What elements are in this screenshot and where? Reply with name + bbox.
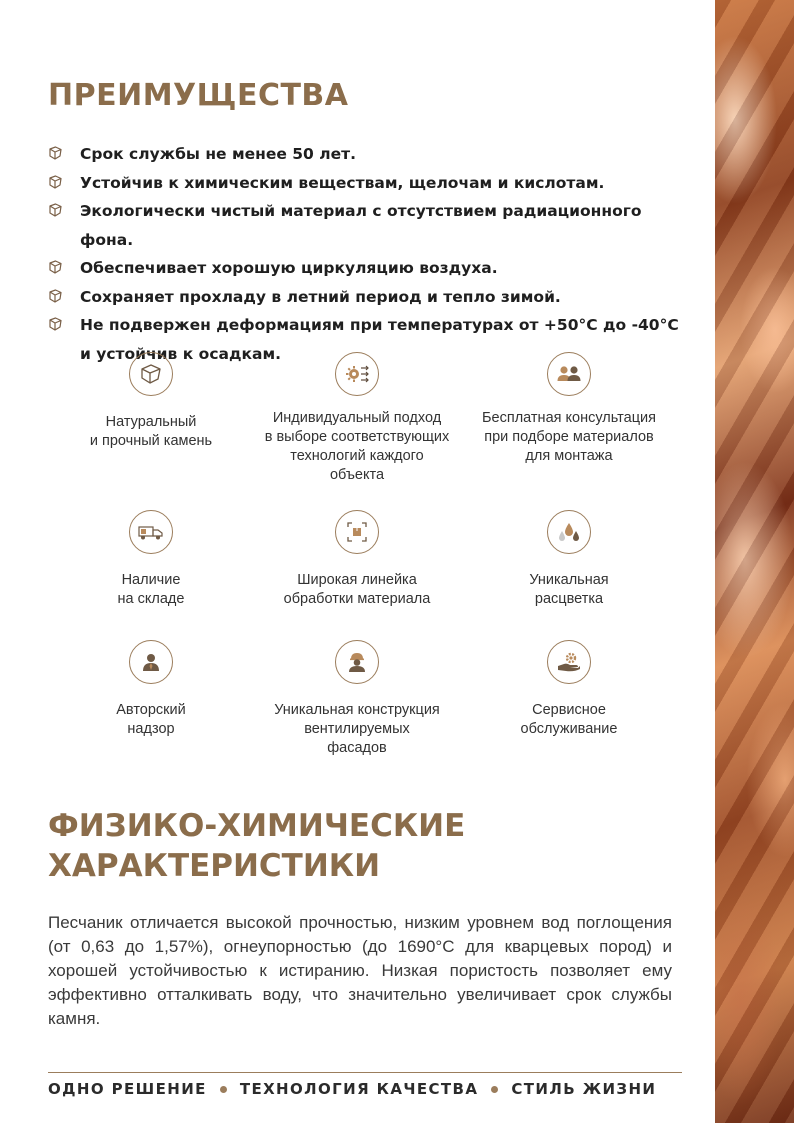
feature-supervision: Авторский надзор (48, 640, 254, 770)
list-item (48, 283, 688, 312)
box-frame-icon (335, 510, 379, 554)
slogan-item: ТЕХНОЛОГИЯ КАЧЕСТВА (239, 1080, 479, 1098)
separator-dot (220, 1086, 227, 1093)
list-item (48, 311, 688, 340)
advantages-title: ПРЕИМУЩЕСТВА (48, 78, 349, 113)
list-item-text: Сохраняет прохладу в летний период и тепло зимой. (80, 287, 561, 306)
gear-arrows-icon (335, 352, 379, 396)
stone-bullet-icon (48, 140, 80, 160)
feature-processing-range: Широкая линейка обработки материала (254, 510, 460, 640)
worker-icon (335, 640, 379, 684)
stone-bullet-icon (48, 197, 80, 217)
stone-bullet-icon (48, 283, 80, 303)
slogan-item: СТИЛЬ ЖИЗНИ (511, 1080, 657, 1098)
separator-dot (491, 1086, 498, 1093)
list-item-text: Не подвержен деформациям при температурах от +50°С до -40°С (80, 316, 679, 334)
feature-unique-color: Уникальная расцветка (460, 510, 678, 640)
slogan-item: ОДНО РЕШЕНИЕ (48, 1080, 207, 1098)
people-icon (547, 352, 591, 396)
truck-icon (129, 510, 173, 554)
stone-bullet-icon (48, 254, 80, 274)
feature-in-stock: Наличие на складе (48, 510, 254, 640)
stone-bullet-icon (48, 311, 80, 331)
list-item-text: Срок службы не менее 50 лет. (80, 145, 356, 163)
feature-free-consultation: Бесплатная консультация при подборе материалов для монтажа (460, 352, 678, 510)
list-item (48, 254, 688, 283)
list-item (48, 197, 688, 254)
drops-icon (547, 510, 591, 554)
stone-icon (129, 352, 173, 396)
footer-slogan (48, 1080, 688, 1098)
feature-individual-approach: Индивидуальный подход в выборе соответствующих технологий каждого объекта (254, 352, 460, 510)
physchem-text: Песчаник отличается высокой прочностью, низким уровнем вод поглощения (от 0,63 до 1,57%), огнеупорностью (до 1690°С для кварцевых пород) и хорошей устойчивостью к истиранию. Низкая пористость позволяет ему эффективно отталкивать воду, что значительно увеличивает срок службы камня. (48, 913, 672, 1028)
list-item-text: Экологически чистый материал с отсутствием радиационного фона. (80, 202, 642, 249)
features-grid (48, 352, 678, 770)
list-item-text: Устойчив к химическим веществам, щелочам и кислотам. (80, 173, 605, 192)
physchem-title: ФИЗИКО-ХИМИЧЕСКИЕ ХАРАКТЕРИСТИКИ (48, 808, 466, 884)
feature-facade-construction: Уникальная конструкция вентилируемых фасадов (254, 640, 460, 770)
list-item-text: и устойчив к осадкам. (80, 344, 282, 363)
footer-divider (48, 1072, 682, 1073)
hand-gear-icon (547, 640, 591, 684)
feature-service: Сервисное обслуживание (460, 640, 678, 770)
list-item-text: Обеспечивает хорошую циркуляцию воздуха. (80, 259, 498, 277)
canyon-photo (715, 0, 794, 1123)
stone-bullet-icon (48, 169, 80, 189)
supervisor-icon (129, 640, 173, 684)
feature-natural-stone: Натуральный и прочный камень (48, 352, 254, 510)
list-item (48, 169, 688, 198)
list-item (48, 140, 688, 169)
advantages-list (48, 140, 688, 368)
